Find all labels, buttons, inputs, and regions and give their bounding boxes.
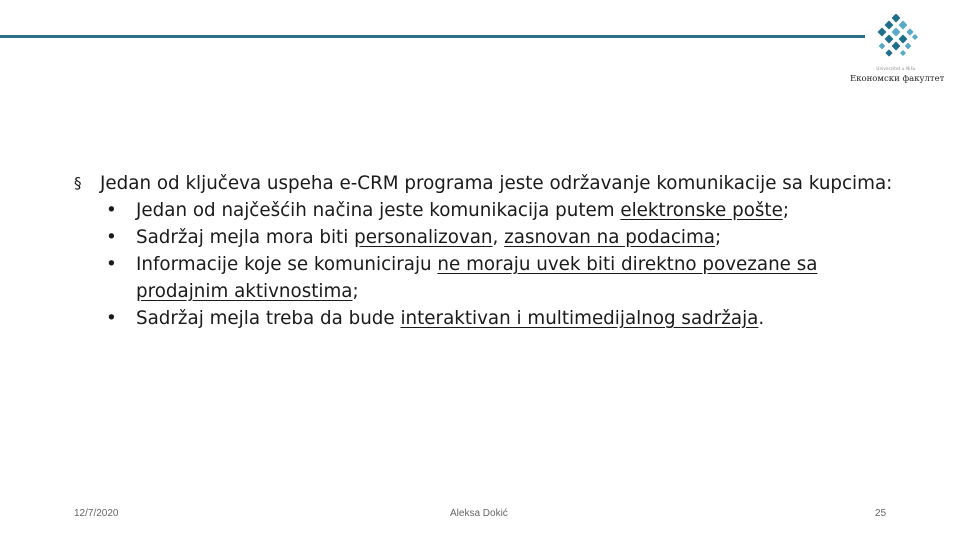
main-bullet (74, 170, 894, 197)
bullet-dot: • (106, 308, 117, 329)
section-marker: § (74, 174, 82, 192)
main-bullet-text: Jedan od ključeva uspeha e-CRM programa jeste održavanje komunikacije sa kupcima: (100, 173, 893, 194)
logo-dot (900, 50, 906, 56)
logo-dot (891, 41, 900, 50)
faculty-logo (850, 14, 945, 86)
slide-content (74, 170, 894, 332)
footer-author: Aleksa Dokić (450, 508, 508, 519)
logo-dot (877, 27, 886, 36)
underlined-term: interaktivan i multimedijalnog sadržaja (400, 308, 759, 329)
underlined-term: zasnovan na podacima (504, 227, 716, 248)
logo-dot (898, 20, 907, 29)
logo-dot (912, 34, 918, 40)
logo-dot (898, 34, 907, 43)
logo-dot (905, 43, 912, 50)
underlined-term: personalizovan (354, 227, 493, 248)
logo-title: Економски факултет (850, 74, 945, 84)
list-item: • Sadržaj mejla mora biti personalizovan, zasnovan na podacima; (74, 224, 894, 251)
underlined-term: elektronske pošte (620, 200, 783, 221)
bullet-dot: • (106, 227, 117, 248)
logo-dot (879, 43, 886, 50)
logo-dot (891, 14, 900, 23)
underlined-term: ne moraju uvek biti direktno povezane sa prodajnim aktivnostima (136, 254, 818, 302)
list-item: • Jedan od najčešćih načina jeste komunikacija putem elektronske pošte; (74, 197, 894, 224)
footer-date: 12/7/2020 (74, 508, 119, 519)
bullet-dot: • (106, 254, 117, 275)
slide-number: 25 (875, 508, 887, 519)
logo-dots-icon (870, 14, 922, 64)
logo-dot (891, 27, 900, 36)
list-item: • Informacije koje se komuniciraju ne moraju uvek biti direktno povezane sa prodajnim aktivnostima; (74, 251, 894, 305)
bullet-dot: • (106, 200, 117, 221)
list-item: • Sadržaj mejla treba da bude interaktivan i multimedijalnog sadržaja. (74, 305, 894, 332)
logo-dot (884, 20, 893, 29)
logo-dot (885, 49, 892, 56)
sub-bullet-list (74, 197, 894, 332)
logo-dot (906, 28, 913, 35)
logo-subtitle: Univerzitet u Nišu (876, 66, 916, 71)
header-rule (0, 35, 865, 38)
logo-dot (884, 34, 893, 43)
